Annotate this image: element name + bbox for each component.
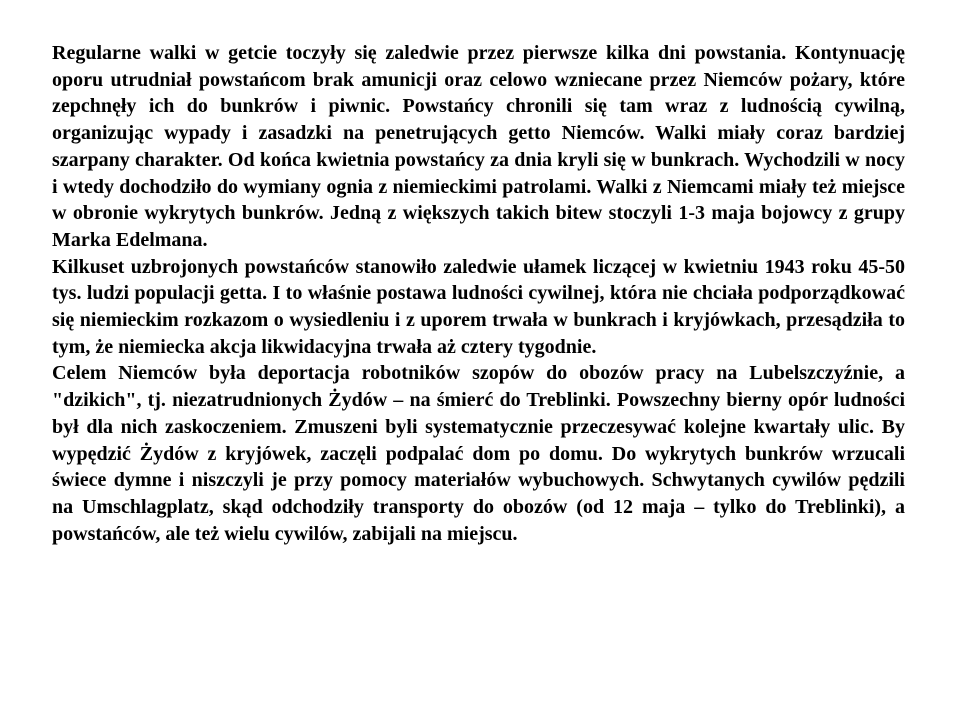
paragraph-civilian-resistance: Kilkuset uzbrojonych powstańców stanowiło zaledwie ułamek liczącej w kwietniu 1943 roku 45-50 tys. ludzi populacji getta. I to właśnie postawa ludności cywilnej, która nie chciała podporządkować się niemieckim rozkazom o wysiedleniu i z uporem trwała w bunkrach i kryjówkach, przesądziła to tym, że niemiecka akcja likwidacyjna trwała aż cztery tygodnie. bbox=[52, 255, 905, 358]
paragraph-urban-fighting: Regularne walki w getcie toczyły się zaledwie przez pierwsze kilka dni powstania. Kontynuację oporu utrudniał powstańcom brak amunicji oraz celowo wzniecane przez Niemców pożary, które zepchnęły ich do bunkrów i piwnic. Powstańcy chronili się tam wraz z ludnością cywilną, organizując wypady i zasadzki na penetrujących getto Niemców. Walki miały coraz bardziej szarpany charakter. Od końca kwietnia powstańcy za dnia kryli się w bunkrach. Wychodzili w nocy i wtedy dochodziło do wymiany ognia z niemieckimi patrolami. Walki z Niemcami miały też miejsce w obronie wykrytych bunkrów. Jedną z większych takich bitew stoczyli 1-3 maja bojowcy z grupy Marka Edelmana. bbox=[52, 42, 905, 251]
slide-text-body bbox=[52, 40, 905, 547]
paragraph-german-deportations: Celem Niemców była deportacja robotników szopów do obozów pracy na Lubelszczyźnie, a "dzikich", tj. niezatrudnionych Żydów – na śmierć do Treblinki. Powszechny bierny opór ludności był dla nich zaskoczeniem. Zmuszeni byli systematycznie przeczesywać kolejne kwartały ulic. By wypędzić Żydów z kryjówek, zaczęli podpalać dom po domu. Do wykrytych bunkrów wrzucali świece dymne i niszczyli je przy pomocy materiałów wybuchowych. Schwytanych cywilów pędzili na Umschlagplatz, skąd odchodziły transporty do obozów (od 12 maja – tylko do Treblinki), a powstańców, ale też wielu cywilów, zabijali na miejscu. bbox=[52, 362, 905, 545]
